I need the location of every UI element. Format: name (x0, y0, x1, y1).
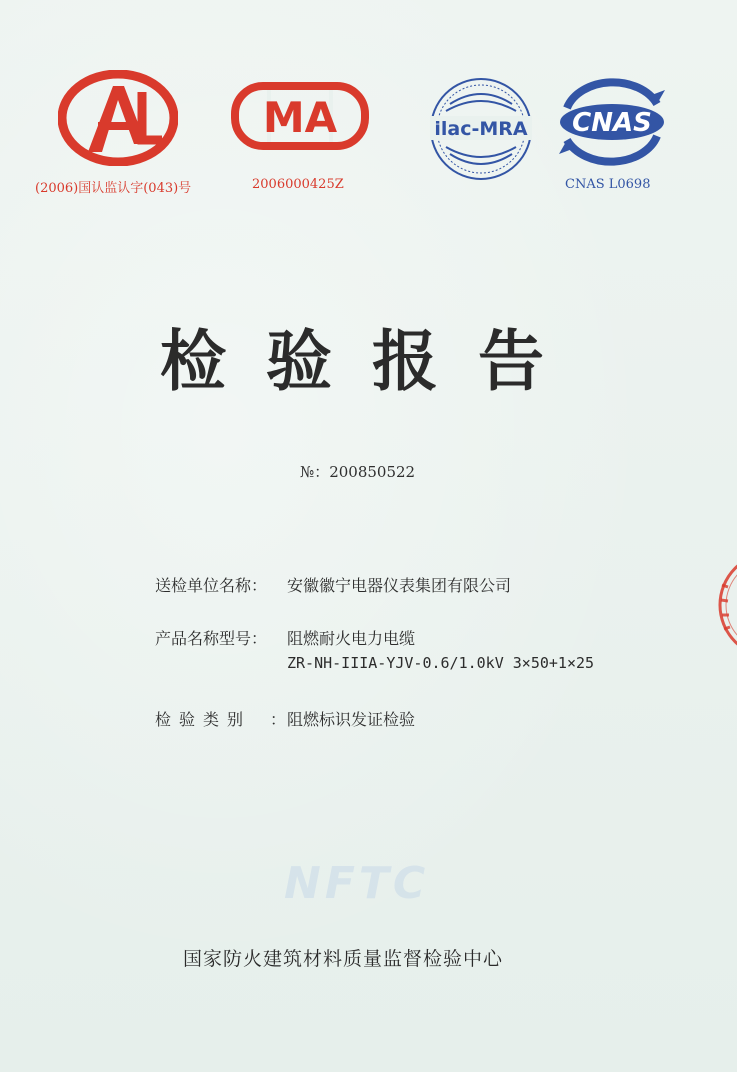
product-model: ZR-NH-IIIA-YJV-0.6/1.0kV 3×50+1×25 (287, 654, 595, 672)
official-seal-icon (712, 545, 737, 665)
product-name: 阻燃耐火电力电缆 (287, 629, 416, 648)
inspection-type-label: 检验类别 (155, 710, 252, 729)
inspection-type-colon: ： (270, 710, 287, 729)
product-label: 产品名称型号： (155, 629, 268, 648)
nftc-watermark: NFTC (284, 858, 430, 909)
client-value: 安徽徽宁电器仪表集团有限公司 (287, 576, 512, 595)
cma-logo-icon (231, 82, 369, 150)
cnas-text: CNAS (572, 108, 652, 138)
ilac-mra-logo-icon (428, 76, 534, 182)
ilac-mra-text: ilac-MRA (434, 118, 528, 140)
issuing-organization: 国家防火建筑材料质量监督检验中心 (183, 948, 504, 970)
inspection-type-value: 阻燃标识发证检验 (287, 710, 416, 729)
report-title: 检验报告 (160, 323, 584, 400)
cnas-logo-icon (553, 74, 671, 170)
report-number: №：200850522 (300, 463, 416, 481)
svg-text:MA: MA (262, 93, 338, 142)
cal-logo-icon (58, 70, 178, 166)
cma-license-number: 2006000425Z (252, 177, 344, 192)
cal-license-number: (2006)国认监认字(043)号 (35, 181, 192, 196)
client-label: 送检单位名称： (155, 576, 268, 595)
cnas-accreditation-number: CNAS L0698 (565, 177, 651, 192)
